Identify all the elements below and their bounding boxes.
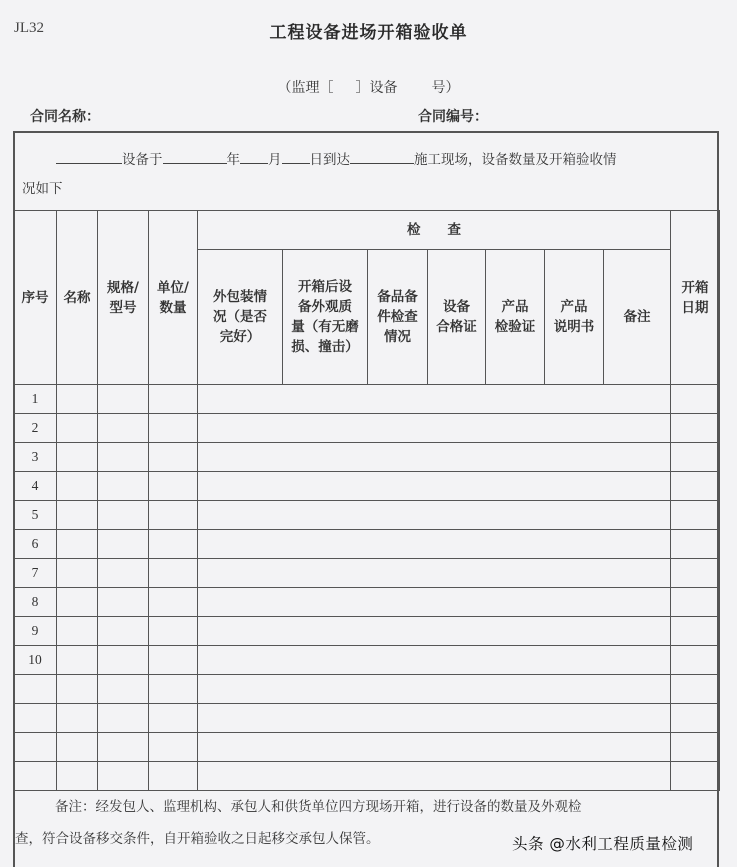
cell-name[interactable] [57,733,98,762]
cell-inspection[interactable] [198,443,671,472]
intro-text: 况如下 [22,181,63,197]
header-name: 名称 [57,211,98,385]
month-blank[interactable] [240,149,268,164]
cell-spec[interactable] [98,443,149,472]
cell-inspection[interactable] [198,704,671,733]
cell-seq [14,733,57,762]
contract-name-label: 合同名称： [30,109,100,125]
header-certificate: 设备 合格证 [428,250,486,385]
cell-inspection[interactable] [198,501,671,530]
cell-unit[interactable] [149,646,198,675]
cell-spec[interactable] [98,617,149,646]
equipment-table [13,210,720,791]
cell-inspection[interactable] [198,588,671,617]
table-row [14,617,720,646]
header-manual: 产品 说明书 [545,250,604,385]
cell-spec[interactable] [98,530,149,559]
table-row [14,588,720,617]
cell-unbox-date[interactable] [671,646,720,675]
cell-seq: 8 [14,588,57,617]
cell-seq: 2 [14,414,57,443]
contract-number-label: 合同编号： [418,109,488,125]
cell-name[interactable] [57,646,98,675]
subtitle-open: （监理［ [277,80,334,96]
header-spare-parts: 备品备 件检查 情况 [368,250,428,385]
form-code: JL32 [14,20,44,36]
table-row [14,762,720,791]
cell-seq: 7 [14,559,57,588]
cell-spec[interactable] [98,414,149,443]
document-number-line [0,77,737,97]
table-row [14,530,720,559]
cell-seq: 5 [14,501,57,530]
note-line: 备注：经发包人、监理机构、承包人和供货单位四方现场开箱，进行设备的数量及外观检 [55,799,582,815]
cell-name[interactable] [57,530,98,559]
cell-unbox-date[interactable] [671,385,720,414]
subtitle-mid: ］设备 [355,80,398,96]
intro-text: 设备于 [122,152,163,168]
cell-unbox-date[interactable] [671,472,720,501]
cell-inspection[interactable] [198,762,671,791]
intro-text: 年 [226,152,240,168]
cell-name[interactable] [57,501,98,530]
cell-name[interactable] [57,443,98,472]
cell-unit[interactable] [149,559,198,588]
table-row [14,733,720,762]
cell-spec[interactable] [98,646,149,675]
header-unit: 单位/ 数量 [149,211,198,385]
cell-unbox-date[interactable] [671,530,720,559]
cell-unit[interactable] [149,762,198,791]
cell-unbox-date[interactable] [671,675,720,704]
header-appearance: 开箱后设 备外观质 量（有无磨 损、撞击） [283,250,368,385]
cell-seq: 1 [14,385,57,414]
cell-spec[interactable] [98,559,149,588]
page-title: 工程设备进场开箱验收单 [269,23,468,43]
note-line: 查，符合设备移交条件，自开箱验收之日起移交承包人保管。 [15,831,380,847]
table-row [14,559,720,588]
subtitle-close: 号） [431,80,460,96]
cell-seq [14,675,57,704]
table-row [14,704,720,733]
table-row [14,501,720,530]
cell-name[interactable] [57,559,98,588]
cell-spec[interactable] [98,733,149,762]
cell-unit[interactable] [149,385,198,414]
cell-spec[interactable] [98,704,149,733]
intro-text: 月 [268,152,282,168]
cell-seq: 4 [14,472,57,501]
cell-inspection[interactable] [198,646,671,675]
cell-unbox-date[interactable] [671,414,720,443]
cell-unbox-date[interactable] [671,443,720,472]
cell-inspection[interactable] [198,559,671,588]
table-row [14,385,720,414]
cell-inspection[interactable] [198,385,671,414]
cell-spec[interactable] [98,501,149,530]
cell-unbox-date[interactable] [671,501,720,530]
cell-spec[interactable] [98,385,149,414]
cell-seq: 6 [14,530,57,559]
header-unbox-date: 开箱 日期 [671,211,720,385]
cell-name[interactable] [57,472,98,501]
cell-name[interactable] [57,704,98,733]
site-blank[interactable] [350,149,414,164]
cell-unit[interactable] [149,588,198,617]
table-row [14,443,720,472]
cell-unit[interactable] [149,733,198,762]
cell-name[interactable] [57,617,98,646]
header-packaging: 外包装情 况（是否 完好） [198,250,283,385]
cell-inspection[interactable] [198,530,671,559]
cell-unit[interactable] [149,414,198,443]
cell-inspection[interactable] [198,472,671,501]
year-blank[interactable] [163,149,227,164]
cell-spec[interactable] [98,472,149,501]
cell-inspection[interactable] [198,675,671,704]
cell-spec[interactable] [98,588,149,617]
header-test-report: 产品 检验证 [486,250,545,385]
cell-unit[interactable] [149,704,198,733]
cell-seq [14,704,57,733]
arrival-statement [14,132,718,210]
cell-seq: 3 [14,443,57,472]
cell-name[interactable] [57,385,98,414]
cell-unbox-date[interactable] [671,559,720,588]
day-blank[interactable] [282,149,310,164]
cell-seq: 9 [14,617,57,646]
cell-spec[interactable] [98,762,149,791]
watermark: 头条 @水利工程质量检测 [512,835,694,853]
cell-unbox-date[interactable] [671,588,720,617]
equipment-blank[interactable] [56,149,122,164]
cell-unbox-date[interactable] [671,617,720,646]
cell-name[interactable] [57,762,98,791]
cell-unbox-date[interactable] [671,762,720,791]
cell-spec[interactable] [98,675,149,704]
cell-unit[interactable] [149,675,198,704]
cell-name[interactable] [57,675,98,704]
table-row [14,472,720,501]
header-spec: 规格/ 型号 [98,211,149,385]
cell-inspection[interactable] [198,733,671,762]
table-row [14,414,720,443]
header-seq: 序号 [14,211,57,385]
cell-inspection[interactable] [198,617,671,646]
intro-text: 施工现场，设备数量及开箱验收情 [414,152,617,168]
cell-seq [14,762,57,791]
table-row [14,675,720,704]
cell-unit[interactable] [149,617,198,646]
table-row [14,646,720,675]
cell-seq: 10 [14,646,57,675]
cell-inspection[interactable] [198,414,671,443]
cell-unit[interactable] [149,501,198,530]
cell-unbox-date[interactable] [671,704,720,733]
cell-unbox-date[interactable] [671,733,720,762]
cell-unit[interactable] [149,530,198,559]
cell-unit[interactable] [149,443,198,472]
header-remarks: 备注 [604,250,671,385]
cell-unit[interactable] [149,472,198,501]
header-inspection-group: 检 查 [198,211,671,250]
cell-name[interactable] [57,588,98,617]
cell-name[interactable] [57,414,98,443]
intro-text: 日到达 [309,152,350,168]
